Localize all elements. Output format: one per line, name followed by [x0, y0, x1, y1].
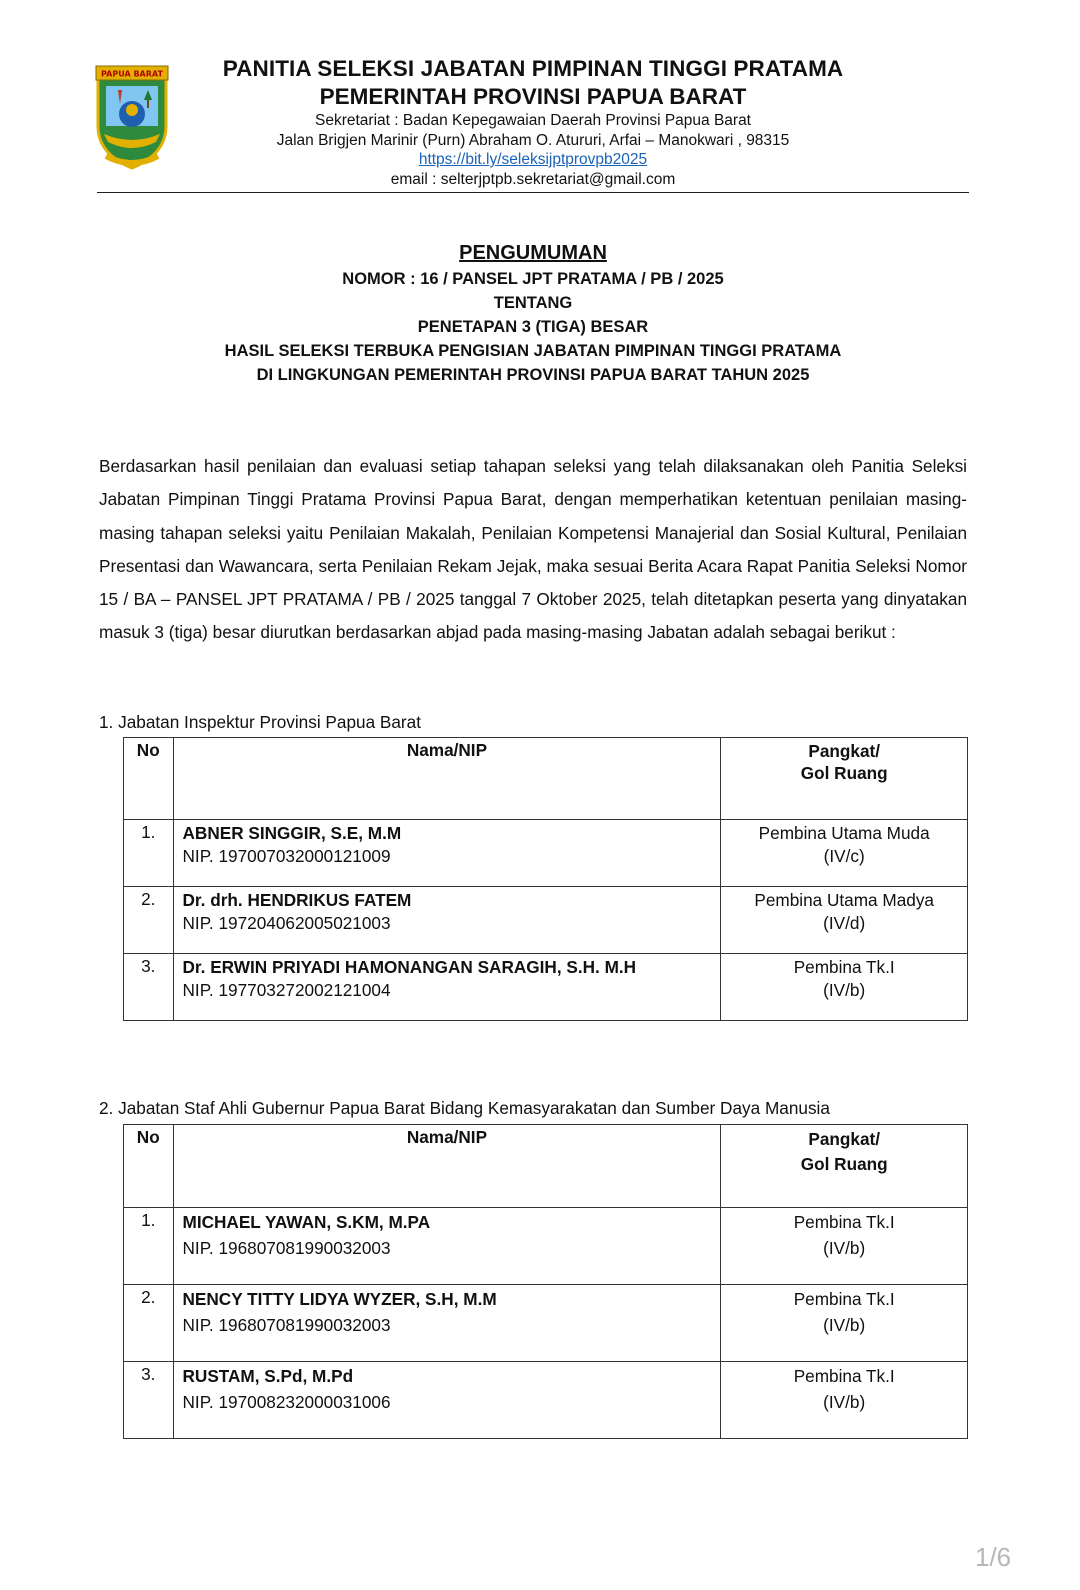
rank-name: Pembina Tk.I: [793, 1366, 895, 1386]
rank-cell: [721, 1362, 968, 1439]
row-number: 3.: [124, 1362, 174, 1439]
rank-name: Pembina Tk.I: [793, 957, 895, 977]
letterhead-title-line2: PEMERINTAH PROVINSI PAPUA BARAT: [319, 84, 747, 109]
announcement-number: NOMOR : 16 / PANSEL JPT PRATAMA / PB / 2025: [342, 270, 724, 288]
header-pangkat-line2: Gol Ruang: [800, 763, 888, 783]
rank-grade: (IV/b): [823, 1314, 866, 1335]
table-row: [124, 954, 968, 1021]
table-header-row: [124, 738, 968, 820]
header-pangkat-line1: Pangkat/: [808, 1129, 880, 1149]
candidate-cell: [173, 1208, 721, 1285]
row-number: 3.: [124, 954, 174, 1021]
rank-grade: (IV/b): [823, 1391, 866, 1412]
rank-grade: (IV/b): [823, 1237, 866, 1258]
section-1-label: 1. Jabatan Inspektur Provinsi Papua Barat: [99, 712, 421, 732]
row-number: 2.: [124, 887, 174, 954]
candidate-nip: NIP. 197007032000121009: [182, 845, 391, 866]
header-pangkat: [721, 1125, 968, 1208]
rank-cell: [721, 820, 968, 887]
header-no: No: [124, 1125, 174, 1208]
header-pangkat: [721, 738, 968, 820]
candidate-nip: NIP. 197008232000031006: [182, 1391, 391, 1412]
candidate-nip: NIP. 196807081990032003: [182, 1314, 391, 1335]
table-row: [124, 820, 968, 887]
section-1-table: [123, 737, 968, 1021]
candidate-nip: NIP. 197703272002121004: [182, 979, 391, 1000]
rank-cell: [721, 1208, 968, 1285]
announcement-penetapan: PENETAPAN 3 (TIGA) BESAR: [417, 318, 649, 336]
table-row: [124, 1285, 968, 1362]
rank-name: Pembina Utama Madya: [754, 890, 934, 910]
candidate-name: ABNER SINGGIR, S.E, M.M: [182, 823, 402, 843]
rank-cell: [721, 1285, 968, 1362]
page-number: 1/6: [975, 1542, 1012, 1572]
table-row: [124, 1208, 968, 1285]
candidate-name: Dr. ERWIN PRIYADI HAMONANGAN SARAGIH, S.H. M.H: [182, 957, 637, 977]
emblem-title-text: PAPUA BARAT: [101, 69, 163, 79]
header-nama-nip: Nama/NIP: [173, 1125, 721, 1208]
letterhead-divider: [97, 192, 969, 193]
row-number: 2.: [124, 1285, 174, 1362]
rank-cell: [721, 887, 968, 954]
candidate-nip: NIP. 196807081990032003: [182, 1237, 391, 1258]
rank-grade: (IV/b): [823, 979, 866, 1000]
candidate-name: MICHAEL YAWAN, S.KM, M.PA: [182, 1212, 431, 1232]
body-paragraph: Berdasarkan hasil penilaian dan evaluasi setiap tahapan seleksi yang telah dilaksanakan oleh Panitia Seleksi Jabatan Pimpinan Tinggi Pratama Provinsi Papua Barat, dengan memperhatikan ketentuan penilaian masing-masing tahapan seleksi yaitu Penilaian Makalah, Penilaian Kompetensi Manajerial dan Sosial Kultural, Penilaian Presentasi dan Wawancara, serta Penilaian Rekam Jejak, maka sesuai Berita Acara Rapat Panitia Seleksi Nomor 15 / BA – PANSEL JPT PRATAMA / PB / 2025 tanggal 7 Oktober 2025, telah ditetapkan peserta yang dinyatakan masuk 3 (tiga) besar diurutkan berdasarkan abjad pada masing-masing Jabatan adalah sebagai berikut :: [99, 456, 967, 643]
rank-grade: (IV/d): [823, 912, 866, 933]
candidate-cell: [173, 820, 721, 887]
header-pangkat-line1: Pangkat/: [808, 741, 880, 761]
header-no: No: [124, 738, 174, 820]
table-header-row: [124, 1125, 968, 1208]
candidate-cell: [173, 1285, 721, 1362]
rank-name: Pembina Tk.I: [793, 1212, 895, 1232]
header-pangkat-line2: Gol Ruang: [800, 1154, 888, 1174]
announcement-tentang: TENTANG: [493, 294, 573, 312]
rank-grade: (IV/c): [823, 845, 865, 866]
letterhead-sekretariat: Sekretariat : Badan Kepegawaian Daerah Provinsi Papua Barat: [315, 112, 751, 129]
table-row: [124, 1362, 968, 1439]
papua-barat-emblem: [92, 60, 172, 172]
candidate-cell: [173, 887, 721, 954]
rank-name: Pembina Tk.I: [793, 1289, 895, 1309]
candidate-name: NENCY TITTY LIDYA WYZER, S.H, M.M: [182, 1289, 497, 1309]
letterhead-address: Jalan Brigjen Marinir (Purn) Abraham O. Atururi, Arfai – Manokwari , 98315: [276, 132, 790, 149]
section-2-label: 2. Jabatan Staf Ahli Gubernur Papua Barat Bidang Kemasyarakatan dan Sumber Daya Manusia: [99, 1098, 830, 1118]
candidate-cell: [173, 954, 721, 1021]
candidate-cell: [173, 1362, 721, 1439]
letterhead-email: email : selterjptpb.sekretariat@gmail.com: [390, 171, 676, 188]
rank-name: Pembina Utama Muda: [758, 823, 930, 843]
announcement-subject-line2: DI LINGKUNGAN PEMERINTAH PROVINSI PAPUA BARAT TAHUN 2025: [256, 366, 810, 384]
candidate-name: Dr. drh. HENDRIKUS FATEM: [182, 890, 412, 910]
rank-cell: [721, 954, 968, 1021]
row-number: 1.: [124, 1208, 174, 1285]
table-row: [124, 887, 968, 954]
candidate-nip: NIP. 197204062005021003: [182, 912, 391, 933]
announcement-title: PENGUMUMAN: [459, 242, 607, 264]
letterhead-title-line1: PANITIA SELEKSI JABATAN PIMPINAN TINGGI PRATAMA: [222, 56, 844, 81]
candidate-name: RUSTAM, S.Pd, M.Pd: [182, 1366, 354, 1386]
row-number: 1.: [124, 820, 174, 887]
header-nama-nip: Nama/NIP: [173, 738, 721, 820]
announcement-subject-line1: HASIL SELEKSI TERBUKA PENGISIAN JABATAN PIMPINAN TINGGI PRATAMA: [224, 342, 842, 360]
section-2-table: [123, 1124, 968, 1439]
letterhead-link[interactable]: https://bit.ly/seleksijptprovpb2025: [418, 151, 648, 168]
